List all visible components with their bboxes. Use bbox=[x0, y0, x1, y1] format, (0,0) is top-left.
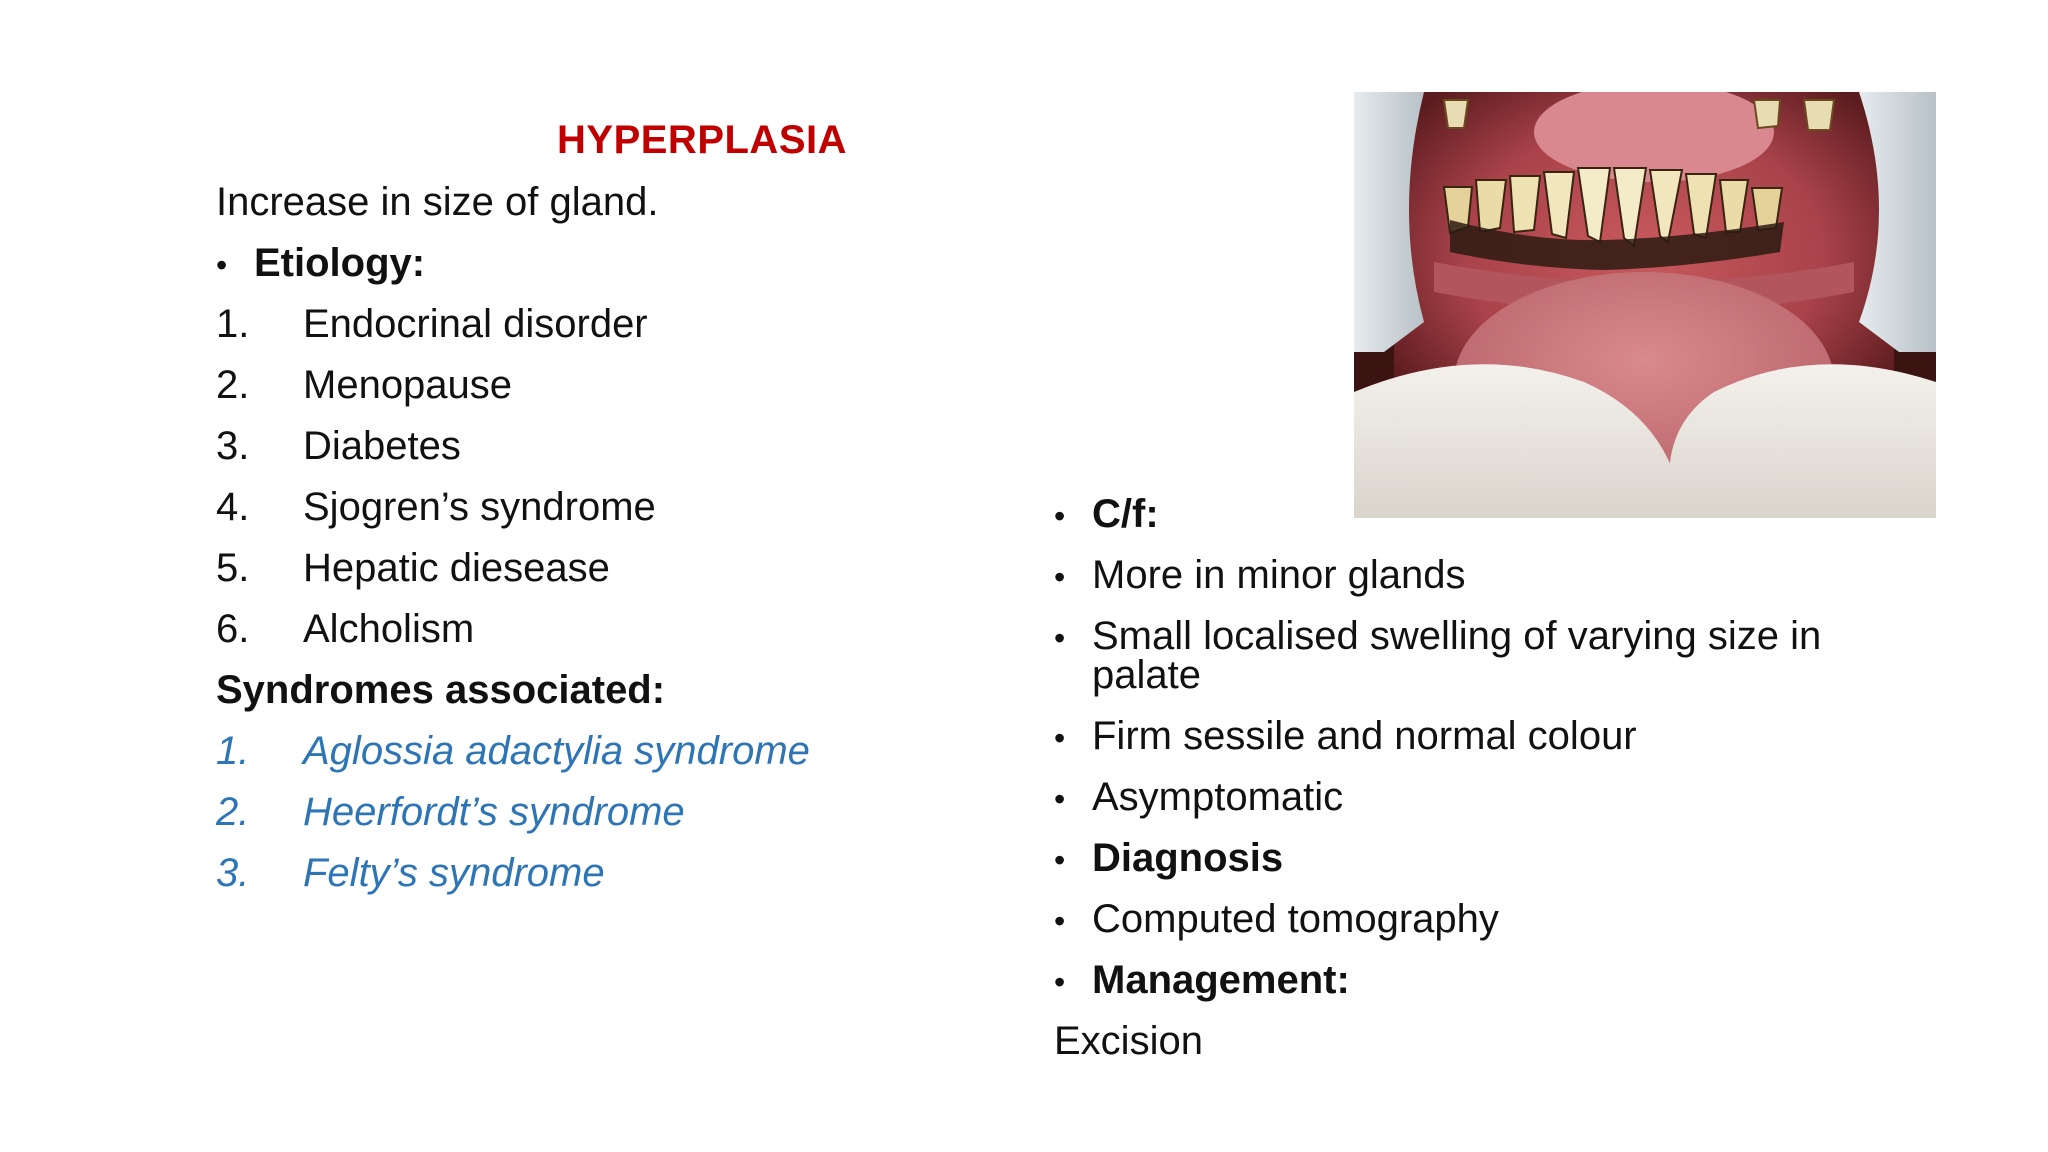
bullet: • bbox=[1054, 720, 1066, 756]
management-text: Excision bbox=[1054, 1019, 1203, 1063]
list-number: 3. bbox=[216, 424, 250, 468]
bullet: • bbox=[1054, 964, 1066, 1000]
bullet: • bbox=[1054, 903, 1066, 939]
bullet: • bbox=[216, 247, 228, 283]
bullet-text: More in minor glands bbox=[1092, 553, 1466, 597]
list-text: Sjogren’s syndrome bbox=[303, 485, 656, 529]
bullet-text: Computed tomography bbox=[1092, 897, 1499, 941]
list-text: Heerfordt’s syndrome bbox=[303, 790, 685, 834]
bullet: • bbox=[1054, 842, 1066, 878]
list-text: Felty’s syndrome bbox=[303, 851, 605, 895]
list-number: 4. bbox=[216, 485, 250, 529]
diagnosis-heading: Diagnosis bbox=[1092, 836, 1284, 880]
bullet-text: Asymptomatic bbox=[1092, 775, 1344, 819]
list-text: Aglossia adactylia syndrome bbox=[303, 729, 810, 773]
bullet: • bbox=[1054, 781, 1066, 817]
etiology-heading: Etiology: bbox=[254, 241, 426, 285]
bullet-text: Small localised swelling of varying size in bbox=[1092, 614, 1822, 658]
definition-text: Increase in size of gland. bbox=[216, 180, 659, 224]
list-text: Endocrinal disorder bbox=[303, 302, 648, 346]
list-text: Menopause bbox=[303, 363, 513, 407]
bullet-text: Firm sessile and normal colour bbox=[1092, 714, 1637, 758]
cf-heading: C/f: bbox=[1092, 492, 1159, 536]
bullet: • bbox=[1054, 559, 1066, 595]
list-text: Hepatic diesease bbox=[303, 546, 610, 590]
slide-title: HYPERPLASIA bbox=[557, 118, 847, 162]
list-number: 1. bbox=[216, 302, 250, 346]
list-text: Diabetes bbox=[303, 424, 461, 468]
bullet: • bbox=[1054, 498, 1066, 534]
bullet-text-continuation: palate bbox=[1092, 653, 1201, 697]
list-number: 2. bbox=[216, 363, 250, 407]
syndromes-heading: Syndromes associated: bbox=[216, 668, 666, 712]
list-text: Alcholism bbox=[303, 607, 475, 651]
list-number: 3. bbox=[216, 851, 250, 895]
list-number: 2. bbox=[216, 790, 250, 834]
bullet: • bbox=[1054, 620, 1066, 656]
oral-cavity-photo bbox=[1354, 92, 1936, 518]
list-number: 5. bbox=[216, 546, 250, 590]
list-number: 1. bbox=[216, 729, 250, 773]
list-number: 6. bbox=[216, 607, 250, 651]
management-heading: Management: bbox=[1092, 958, 1350, 1002]
